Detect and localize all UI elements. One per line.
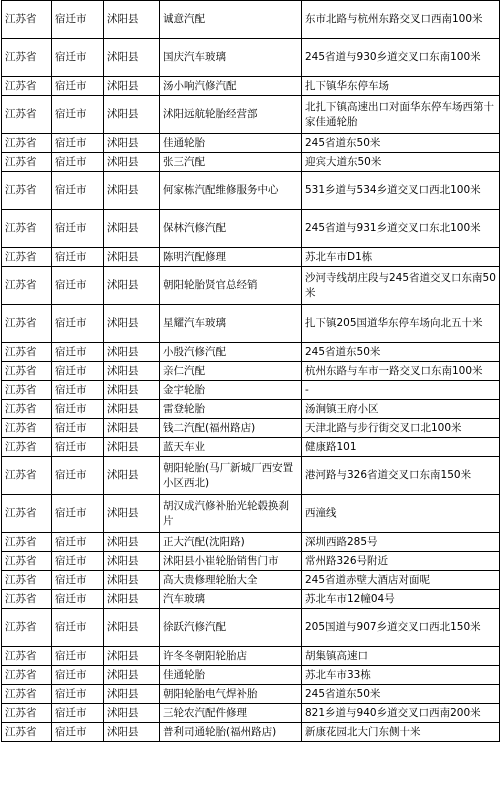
cell-address: 扎下镇华东停车场	[302, 77, 500, 96]
cell-address: 苏北车市12幢04号	[302, 590, 500, 609]
cell-county: 沭阳县	[104, 248, 160, 267]
table-row	[2, 134, 500, 153]
table-row	[2, 77, 500, 96]
table-row	[2, 495, 500, 533]
cell-store-name: 高大贵修理轮胎大全	[160, 571, 302, 590]
cell-province: 江苏省	[2, 704, 52, 723]
store-table	[1, 0, 500, 742]
cell-province: 江苏省	[2, 590, 52, 609]
cell-store-name: 徐跃汽修汽配	[160, 609, 302, 647]
cell-county: 沭阳县	[104, 419, 160, 438]
cell-city: 宿迁市	[52, 647, 104, 666]
cell-province: 江苏省	[2, 552, 52, 571]
cell-address: 深圳西路285号	[302, 533, 500, 552]
cell-province: 江苏省	[2, 267, 52, 305]
cell-store-name: 张三汽配	[160, 153, 302, 172]
table-row	[2, 39, 500, 77]
cell-store-name: 普利司通轮胎(福州路店)	[160, 723, 302, 742]
cell-city: 宿迁市	[52, 362, 104, 381]
cell-address: 常州路326号附近	[302, 552, 500, 571]
table-row	[2, 533, 500, 552]
cell-county: 沭阳县	[104, 96, 160, 134]
cell-city: 宿迁市	[52, 438, 104, 457]
cell-city: 宿迁市	[52, 381, 104, 400]
cell-county: 沭阳县	[104, 495, 160, 533]
cell-province: 江苏省	[2, 495, 52, 533]
cell-store-name: 何家栋汽配维修服务中心	[160, 172, 302, 210]
cell-address: 汤涧镇王府小区	[302, 400, 500, 419]
cell-province: 江苏省	[2, 685, 52, 704]
cell-city: 宿迁市	[52, 666, 104, 685]
table-row	[2, 1, 500, 39]
store-table-body	[2, 1, 500, 742]
cell-address: 245省道东50米	[302, 685, 500, 704]
cell-province: 江苏省	[2, 96, 52, 134]
cell-city: 宿迁市	[52, 609, 104, 647]
cell-county: 沭阳县	[104, 647, 160, 666]
cell-address: 杭州东路与车市一路交叉口东南100米	[302, 362, 500, 381]
table-row	[2, 362, 500, 381]
cell-county: 沭阳县	[104, 267, 160, 305]
table-row	[2, 723, 500, 742]
cell-county: 沭阳县	[104, 381, 160, 400]
cell-province: 江苏省	[2, 77, 52, 96]
table-row	[2, 305, 500, 343]
cell-county: 沭阳县	[104, 438, 160, 457]
cell-city: 宿迁市	[52, 248, 104, 267]
cell-address: 苏北车市33栋	[302, 666, 500, 685]
table-row	[2, 419, 500, 438]
cell-county: 沭阳县	[104, 210, 160, 248]
cell-city: 宿迁市	[52, 172, 104, 210]
cell-county: 沭阳县	[104, 343, 160, 362]
cell-store-name: 朝阳轮胎电气焊补胎	[160, 685, 302, 704]
table-row	[2, 153, 500, 172]
table-row	[2, 609, 500, 647]
cell-address: 迎宾大道东50米	[302, 153, 500, 172]
cell-store-name: 佳通轮胎	[160, 666, 302, 685]
cell-county: 沭阳县	[104, 571, 160, 590]
cell-city: 宿迁市	[52, 590, 104, 609]
cell-store-name: 朝阳轮胎(马厂新城厂西安置小区西北)	[160, 457, 302, 495]
cell-store-name: 雷登轮胎	[160, 400, 302, 419]
cell-county: 沭阳县	[104, 457, 160, 495]
cell-province: 江苏省	[2, 305, 52, 343]
cell-city: 宿迁市	[52, 305, 104, 343]
cell-store-name: 汽车玻璃	[160, 590, 302, 609]
cell-address: 205国道与907乡道交叉口西北150米	[302, 609, 500, 647]
cell-county: 沭阳县	[104, 685, 160, 704]
cell-city: 宿迁市	[52, 1, 104, 39]
cell-province: 江苏省	[2, 723, 52, 742]
cell-province: 江苏省	[2, 343, 52, 362]
cell-county: 沭阳县	[104, 704, 160, 723]
cell-city: 宿迁市	[52, 400, 104, 419]
cell-province: 江苏省	[2, 362, 52, 381]
cell-store-name: 正大汽配(沈阳路)	[160, 533, 302, 552]
cell-province: 江苏省	[2, 457, 52, 495]
cell-store-name: 钱二汽配(福州路店)	[160, 419, 302, 438]
cell-address: 245省道东50米	[302, 134, 500, 153]
cell-store-name: 许冬冬朝阳轮胎店	[160, 647, 302, 666]
cell-city: 宿迁市	[52, 552, 104, 571]
cell-address: 胡集镇高速口	[302, 647, 500, 666]
cell-store-name: 沭阳县小崔轮胎销售门市	[160, 552, 302, 571]
cell-county: 沭阳县	[104, 552, 160, 571]
cell-city: 宿迁市	[52, 39, 104, 77]
cell-city: 宿迁市	[52, 457, 104, 495]
cell-city: 宿迁市	[52, 267, 104, 305]
cell-province: 江苏省	[2, 666, 52, 685]
cell-province: 江苏省	[2, 533, 52, 552]
cell-city: 宿迁市	[52, 419, 104, 438]
cell-city: 宿迁市	[52, 343, 104, 362]
cell-store-name: 国庆汽车玻璃	[160, 39, 302, 77]
cell-province: 江苏省	[2, 609, 52, 647]
table-row	[2, 210, 500, 248]
table-row	[2, 552, 500, 571]
cell-county: 沭阳县	[104, 39, 160, 77]
cell-address: 港河路与326省道交叉口东南150米	[302, 457, 500, 495]
cell-store-name: 汤小响汽修汽配	[160, 77, 302, 96]
cell-address: 北扎下镇高速出口对面华东停车场西第十家佳通轮胎	[302, 96, 500, 134]
cell-province: 江苏省	[2, 172, 52, 210]
cell-city: 宿迁市	[52, 134, 104, 153]
cell-province: 江苏省	[2, 419, 52, 438]
cell-city: 宿迁市	[52, 77, 104, 96]
cell-address: 天津北路与步行街交叉口北100米	[302, 419, 500, 438]
table-row	[2, 666, 500, 685]
cell-store-name: 亲仁汽配	[160, 362, 302, 381]
cell-store-name: 佳通轮胎	[160, 134, 302, 153]
table-row	[2, 704, 500, 723]
cell-province: 江苏省	[2, 248, 52, 267]
cell-city: 宿迁市	[52, 723, 104, 742]
table-row	[2, 400, 500, 419]
cell-store-name: 陈明汽配修理	[160, 248, 302, 267]
cell-city: 宿迁市	[52, 704, 104, 723]
cell-address: 531乡道与534乡道交叉口西北100米	[302, 172, 500, 210]
cell-county: 沭阳县	[104, 590, 160, 609]
table-row	[2, 438, 500, 457]
cell-county: 沭阳县	[104, 153, 160, 172]
cell-address: 245省道赤壁大酒店对面呢	[302, 571, 500, 590]
cell-address: 245省道东50米	[302, 343, 500, 362]
cell-county: 沭阳县	[104, 723, 160, 742]
cell-province: 江苏省	[2, 1, 52, 39]
table-row	[2, 172, 500, 210]
cell-address: 西潼线	[302, 495, 500, 533]
cell-province: 江苏省	[2, 438, 52, 457]
cell-province: 江苏省	[2, 400, 52, 419]
cell-city: 宿迁市	[52, 533, 104, 552]
cell-address: 东市北路与杭州东路交叉口西南100米	[302, 1, 500, 39]
cell-city: 宿迁市	[52, 210, 104, 248]
cell-province: 江苏省	[2, 647, 52, 666]
table-row	[2, 571, 500, 590]
cell-store-name: 诚意汽配	[160, 1, 302, 39]
cell-county: 沭阳县	[104, 400, 160, 419]
cell-province: 江苏省	[2, 571, 52, 590]
cell-store-name: 三轮农汽配件修理	[160, 704, 302, 723]
cell-province: 江苏省	[2, 381, 52, 400]
cell-county: 沭阳县	[104, 533, 160, 552]
cell-store-name: 小殷汽修汽配	[160, 343, 302, 362]
table-row	[2, 647, 500, 666]
cell-store-name: 蓝天车业	[160, 438, 302, 457]
cell-address: 245省道与931乡道交叉口东北100米	[302, 210, 500, 248]
cell-city: 宿迁市	[52, 96, 104, 134]
table-row	[2, 267, 500, 305]
cell-address: 沙河寺线胡庄段与245省道交叉口东南50米	[302, 267, 500, 305]
cell-county: 沭阳县	[104, 1, 160, 39]
cell-province: 江苏省	[2, 134, 52, 153]
cell-address: -	[302, 381, 500, 400]
table-row	[2, 343, 500, 362]
cell-city: 宿迁市	[52, 153, 104, 172]
cell-store-name: 朝阳轮胎贤官总经销	[160, 267, 302, 305]
cell-province: 江苏省	[2, 210, 52, 248]
cell-county: 沭阳县	[104, 362, 160, 381]
cell-address: 扎下镇205国道华东停车场向北五十米	[302, 305, 500, 343]
cell-province: 江苏省	[2, 153, 52, 172]
cell-province: 江苏省	[2, 39, 52, 77]
cell-city: 宿迁市	[52, 571, 104, 590]
cell-city: 宿迁市	[52, 495, 104, 533]
table-row	[2, 685, 500, 704]
cell-county: 沭阳县	[104, 77, 160, 96]
table-row	[2, 96, 500, 134]
cell-store-name: 保林汽修汽配	[160, 210, 302, 248]
cell-city: 宿迁市	[52, 685, 104, 704]
table-row	[2, 248, 500, 267]
table-row	[2, 590, 500, 609]
cell-county: 沭阳县	[104, 172, 160, 210]
table-row	[2, 381, 500, 400]
cell-store-name: 金宇轮胎	[160, 381, 302, 400]
cell-store-name: 沭阳远航轮胎经营部	[160, 96, 302, 134]
cell-address: 健康路101	[302, 438, 500, 457]
cell-address: 821乡道与940乡道交叉口西南200米	[302, 704, 500, 723]
cell-county: 沭阳县	[104, 609, 160, 647]
cell-store-name: 星耀汽车玻璃	[160, 305, 302, 343]
cell-address: 新康花园北大门东侧十米	[302, 723, 500, 742]
cell-county: 沭阳县	[104, 666, 160, 685]
table-row	[2, 457, 500, 495]
cell-address: 245省道与930乡道交叉口东南100米	[302, 39, 500, 77]
cell-address: 苏北车市D1栋	[302, 248, 500, 267]
cell-county: 沭阳县	[104, 134, 160, 153]
cell-store-name: 胡汉成汽修补胎光轮毂换刹片	[160, 495, 302, 533]
cell-county: 沭阳县	[104, 305, 160, 343]
